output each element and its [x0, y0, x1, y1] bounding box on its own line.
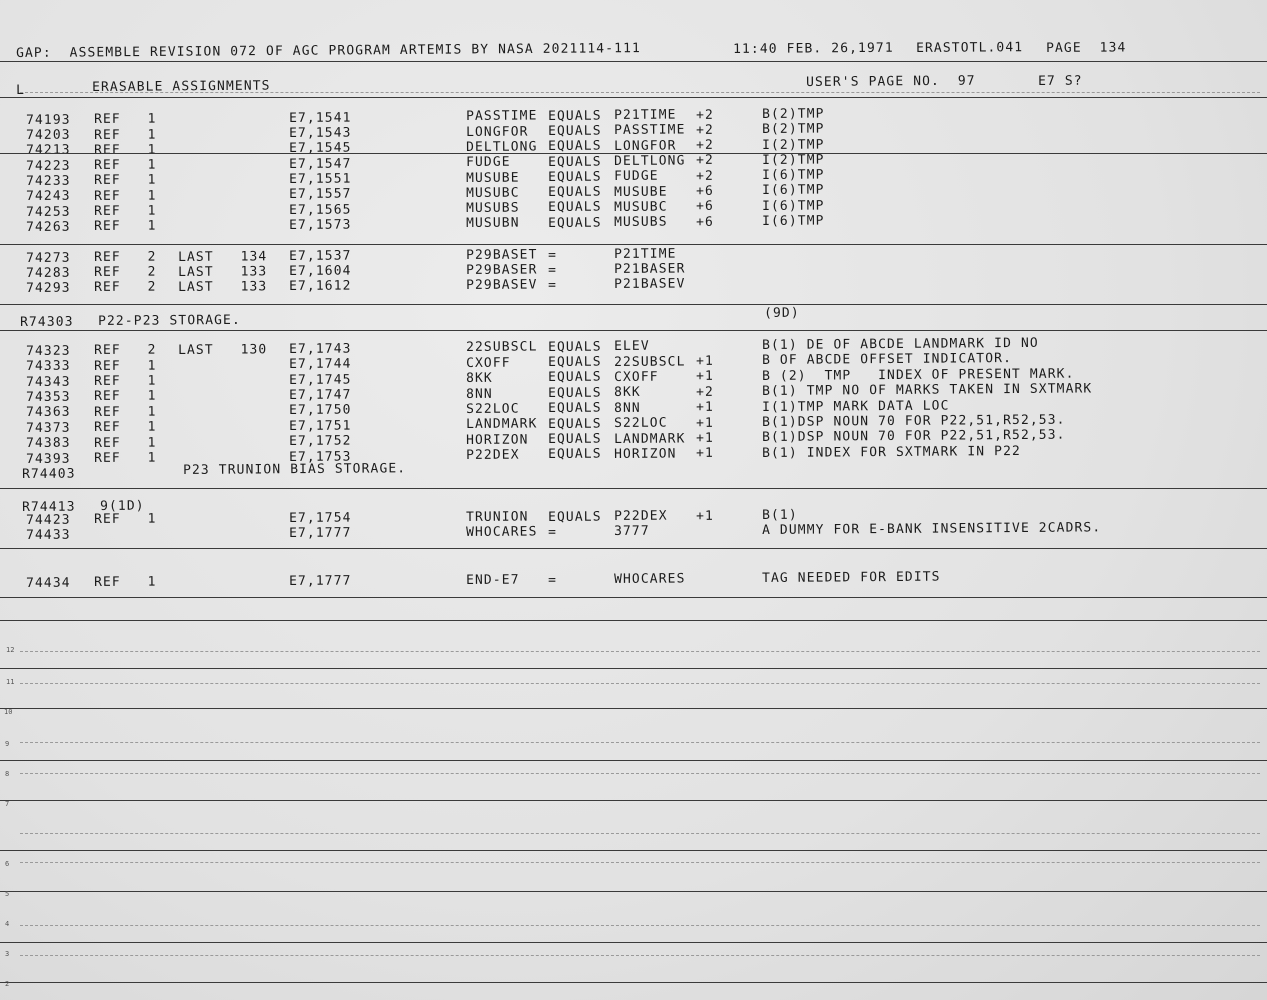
cell-loc: E7,1565 [288, 202, 352, 218]
cell-ref: REF 2 [93, 279, 157, 296]
cell-note: I(6)TMP [761, 167, 825, 184]
cell-loc: E7,1547 [288, 156, 352, 172]
group-rule [0, 244, 1267, 245]
remark-text: P22-P23 STORAGE. [97, 312, 241, 329]
cell-addr: 74333 [25, 358, 71, 375]
cell-arg: DELTLONG [613, 153, 686, 170]
cell-addr: 74323 [25, 343, 71, 359]
cell-op: EQUALS [547, 354, 602, 371]
cell-note: I(2)TMP [761, 152, 825, 168]
cell-op: EQUALS [547, 431, 602, 448]
cell-op: EQUALS [547, 447, 602, 463]
cell-note: I(6)TMP [761, 213, 825, 230]
cell-name: S22LOC [465, 401, 520, 417]
cell-addr: 74233 [25, 173, 71, 189]
guide-line [20, 773, 1260, 774]
cell-loc: E7,1753 [288, 449, 352, 465]
cell-name: END-E7 [465, 572, 520, 589]
empty-rule [0, 620, 1267, 621]
cell-ref: REF 2 [93, 264, 157, 281]
cell-off: +1 [695, 508, 714, 524]
cell-addr: 74243 [25, 188, 71, 205]
cell-op: = [547, 247, 558, 263]
cell-ref: REF 1 [93, 574, 157, 591]
cell-loc: E7,1751 [288, 418, 352, 434]
cell-arg: FUDGE [613, 168, 659, 185]
cell-addr: 74393 [25, 451, 71, 467]
cell-name: MUSUBC [465, 185, 520, 201]
cell-addr: 74263 [25, 219, 71, 235]
cell-addr: 74434 [25, 575, 71, 591]
empty-rule [0, 668, 1267, 669]
cell-arg: LONGFOR [613, 138, 677, 154]
cell-arg: 3777 [613, 523, 650, 540]
cell-last: LAST 133 [177, 279, 268, 295]
cell-name: PASSTIME [465, 108, 538, 125]
cell-ref: REF 1 [93, 373, 157, 390]
cell-name: MUSUBS [465, 200, 520, 217]
printer-rule [0, 153, 1267, 154]
margin-number: 12 [6, 646, 15, 654]
cell-op: EQUALS [547, 400, 602, 417]
cell-arg: 8KK [613, 385, 641, 401]
cell-addr: 74213 [25, 143, 71, 159]
cell-loc: E7,1750 [288, 402, 352, 419]
cell-name: 8KK [465, 370, 493, 387]
cell-name: LANDMARK [465, 416, 538, 433]
guide-line [20, 92, 1260, 93]
cell-name: MUSUBN [465, 216, 520, 232]
cell-loc: E7,1545 [288, 140, 352, 157]
cell-op: = [547, 277, 558, 293]
cell-note: B(1) TMP NO OF MARKS TAKEN IN SXTMARK [761, 381, 1093, 400]
cell-off: +2 [695, 107, 714, 123]
cell-note: B OF ABCDE OFFSET INDICATOR. [761, 351, 1013, 369]
cell-ref: REF 1 [93, 450, 157, 467]
margin-number: 4 [5, 920, 10, 928]
cell-loc: E7,1551 [288, 171, 352, 187]
remark-text: 9(1D) [99, 498, 145, 514]
cell-off: +1 [695, 446, 714, 462]
cell-name: MUSUBE [465, 170, 520, 186]
cell-name: P29BASER [465, 262, 538, 279]
cell-op: EQUALS [547, 200, 602, 216]
empty-rule [0, 800, 1267, 801]
cell-note: I(1)TMP MARK DATA LOC [761, 398, 950, 415]
cell-name: FUDGE [465, 154, 511, 171]
empty-rule [0, 942, 1267, 943]
empty-rule [0, 850, 1267, 851]
cell-ref: REF 1 [93, 172, 157, 189]
cell-loc: E7,1573 [288, 217, 352, 233]
cell-ref: REF 1 [93, 218, 157, 235]
cell-off: +1 [695, 430, 714, 446]
cell-addr: 74343 [25, 374, 71, 390]
cell-op: EQUALS [547, 123, 602, 139]
cell-note: B(1) [761, 507, 798, 524]
cell-addr: 74193 [25, 112, 71, 128]
cell-arg: HORIZON [613, 446, 677, 462]
margin-number: 3 [5, 950, 10, 958]
cell-loc: E7,1754 [288, 510, 352, 527]
cell-note: B(1)DSP NOUN 70 FOR P22,51,R52,53. [761, 427, 1066, 446]
cell-loc: E7,1541 [288, 110, 352, 126]
cell-ref: REF 1 [93, 435, 157, 451]
margin-number: 9 [5, 740, 10, 748]
cell-addr: 74433 [25, 527, 71, 543]
cell-arg: P21TIME [613, 246, 677, 263]
guide-line [20, 742, 1260, 743]
group-rule [0, 304, 1267, 305]
group-rule [0, 330, 1267, 331]
empty-rule [0, 982, 1267, 983]
cell-op: = [547, 262, 558, 278]
cell-arg: LANDMARK [613, 430, 686, 447]
margin-number: 7 [5, 800, 10, 808]
cell-ref: REF 1 [93, 127, 157, 143]
cell-arg: P21BASEV [613, 276, 686, 293]
cell-ref: REF 1 [93, 142, 157, 158]
cell-name: P29BASEV [465, 277, 538, 294]
cell-off: +2 [695, 137, 714, 154]
section-tag: E7 S? [1037, 73, 1083, 89]
cell-ref: REF 1 [93, 111, 157, 128]
cell-ref: REF 1 [93, 511, 157, 528]
cell-loc: E7,1743 [288, 341, 352, 357]
empty-rule [0, 760, 1267, 761]
section-title: ERASABLE ASSIGNMENTS [91, 78, 271, 95]
margin-number: 11 [6, 678, 15, 686]
cell-loc: E7,1777 [288, 573, 352, 590]
cell-ref: REF 2 [93, 342, 157, 359]
cell-arg: 22SUBSCL [613, 353, 686, 370]
cell-op: EQUALS [547, 169, 602, 185]
cell-off: +1 [695, 399, 714, 416]
cell-addr: 74253 [25, 204, 71, 220]
listing-timestamp: 11:40 FEB. 26,1971 [732, 40, 894, 57]
cell-addr: 74363 [25, 405, 71, 421]
cell-ref: REF 1 [93, 157, 157, 174]
margin-number: 10 [4, 708, 13, 716]
cell-addr: 74203 [25, 127, 71, 144]
group-rule [0, 548, 1267, 549]
cell-addr: 74293 [25, 280, 71, 296]
guide-line [20, 651, 1260, 652]
cell-note: B(2)TMP [761, 106, 825, 122]
cell-note: B(1) DE OF ABCDE LANDMARK ID NO [761, 335, 1039, 353]
cell-arg: CXOFF [613, 369, 659, 385]
header-rule [0, 61, 1267, 62]
guide-line [20, 833, 1260, 834]
cell-arg: ELEV [613, 338, 650, 355]
margin-number: 5 [5, 890, 10, 898]
cell-name: P22DEX [465, 447, 520, 464]
cell-loc: E7,1744 [288, 356, 352, 373]
cell-ref: REF 1 [93, 388, 157, 405]
cell-loc: E7,1557 [288, 186, 352, 203]
cell-note: I(2)TMP [761, 137, 825, 153]
cell-note: B(1)DSP NOUN 70 FOR P22,51,R52,53. [761, 412, 1066, 430]
cell-off: +6 [695, 183, 714, 199]
cell-arg: PASSTIME [613, 122, 686, 139]
cell-off: +2 [695, 168, 714, 184]
listing-page: PAGE 134 [1045, 40, 1127, 56]
cell-op: EQUALS [547, 108, 602, 124]
cell-op: EQUALS [547, 215, 602, 231]
remark-text: P23 TRUNION BIAS STORAGE. [182, 461, 407, 478]
cell-op: = [547, 572, 558, 588]
cell-op: EQUALS [547, 184, 602, 201]
margin-number: 8 [5, 770, 10, 778]
cell-name: 8NN [465, 386, 493, 402]
cell-last: LAST 133 [177, 264, 268, 280]
cell-op: EQUALS [547, 416, 602, 432]
cell-op: EQUALS [547, 339, 602, 355]
cell-last: LAST 134 [177, 249, 268, 265]
remark-note: (9D) [763, 305, 800, 321]
cell-arg: P21BASER [613, 261, 686, 278]
cell-addr: 74273 [25, 250, 71, 266]
cell-name: WHOCARES [465, 524, 538, 541]
cell-op: = [547, 524, 558, 540]
cell-op: EQUALS [547, 509, 602, 525]
cell-op: EQUALS [547, 154, 602, 170]
cell-note: I(6)TMP [761, 198, 825, 214]
cell-arg: S22LOC [613, 415, 668, 432]
guide-line [20, 862, 1260, 863]
cell-note: I(6)TMP [761, 182, 825, 199]
cell-off: +2 [695, 153, 714, 169]
cell-name: DELTLONG [465, 139, 538, 155]
cell-op: EQUALS [547, 138, 602, 155]
cell-name: TRUNION [465, 509, 529, 526]
cell-off: +2 [695, 384, 714, 400]
cell-arg: P22DEX [613, 508, 668, 525]
empty-rule [0, 708, 1267, 709]
cell-addr: 74423 [25, 512, 71, 528]
cell-off: +1 [695, 369, 714, 385]
cell-addr: 74383 [25, 435, 71, 452]
cell-ref: REF 1 [93, 188, 157, 204]
cell-name: P29BASET [465, 247, 538, 264]
cell-note: TAG NEEDED FOR EDITS [761, 569, 941, 587]
cell-off: +6 [695, 214, 714, 230]
guide-line [20, 925, 1260, 926]
cell-off: +6 [695, 199, 714, 215]
cell-arg: MUSUBE [613, 184, 668, 200]
cell-ref: REF 2 [93, 249, 157, 266]
cell-loc: E7,1747 [288, 387, 352, 403]
cell-ref: REF 1 [93, 419, 157, 436]
cell-loc: E7,1752 [288, 433, 352, 450]
cell-arg: WHOCARES [613, 571, 686, 588]
users-page-number: USER'S PAGE NO. 97 [805, 73, 976, 90]
cell-op: EQUALS [547, 370, 602, 386]
group-rule [0, 488, 1267, 489]
cell-off: +1 [695, 353, 714, 369]
cell-note: B(2)TMP [761, 121, 825, 138]
remark-address: R74303 [19, 314, 74, 330]
cell-note: A DUMMY FOR E-BANK INSENSITIVE 2CADRS. [761, 520, 1102, 539]
cell-off: +2 [695, 122, 714, 138]
guide-line [20, 955, 1260, 956]
cell-name: 22SUBSCL [465, 339, 538, 356]
listing-file: ERASTOTL.041 [915, 40, 1024, 56]
cell-ref: REF 1 [93, 358, 157, 374]
cell-arg: MUSUBC [613, 199, 668, 215]
remark-address: R74413 [21, 499, 76, 515]
cell-name: HORIZON [465, 432, 529, 448]
empty-rule [0, 891, 1267, 892]
cell-ref: REF 1 [93, 203, 157, 220]
margin-number: 2 [5, 980, 10, 988]
cell-arg: MUSUBS [613, 214, 668, 231]
cell-addr: 74223 [25, 158, 71, 174]
cell-loc: E7,1543 [288, 125, 352, 142]
cell-name: LONGFOR [465, 124, 529, 140]
cell-note: B (2) TMP INDEX OF PRESENT MARK. [761, 366, 1075, 384]
cell-addr: 74373 [25, 420, 71, 436]
cell-ref: REF 1 [93, 404, 157, 420]
cell-loc: E7,1537 [288, 248, 352, 265]
group-rule [0, 597, 1267, 598]
cell-note: B(1) INDEX FOR SXTMARK IN P22 [761, 443, 1021, 461]
subheader-rule [0, 97, 1267, 98]
cell-op: EQUALS [547, 385, 602, 401]
cell-addr: 74283 [25, 265, 71, 281]
cell-arg: P21TIME [613, 107, 677, 124]
guide-line [20, 683, 1260, 684]
cell-loc: E7,1604 [288, 263, 352, 280]
cell-loc: E7,1745 [288, 372, 352, 388]
cell-name: CXOFF [465, 355, 511, 371]
cell-loc: E7,1777 [288, 525, 352, 542]
cell-loc: E7,1612 [288, 278, 352, 295]
margin-number: 6 [5, 860, 10, 868]
cell-addr: 74353 [25, 389, 71, 405]
section-marker: L [15, 82, 26, 98]
cell-last: LAST 130 [177, 341, 268, 358]
cell-off: +1 [695, 415, 714, 431]
cell-arg: 8NN [613, 400, 641, 416]
listing-title: GAP: ASSEMBLE REVISION 072 OF AGC PROGRAM ARTEMIS BY NASA 2021114-111 [15, 41, 641, 61]
remark-address: R74403 [21, 466, 76, 482]
